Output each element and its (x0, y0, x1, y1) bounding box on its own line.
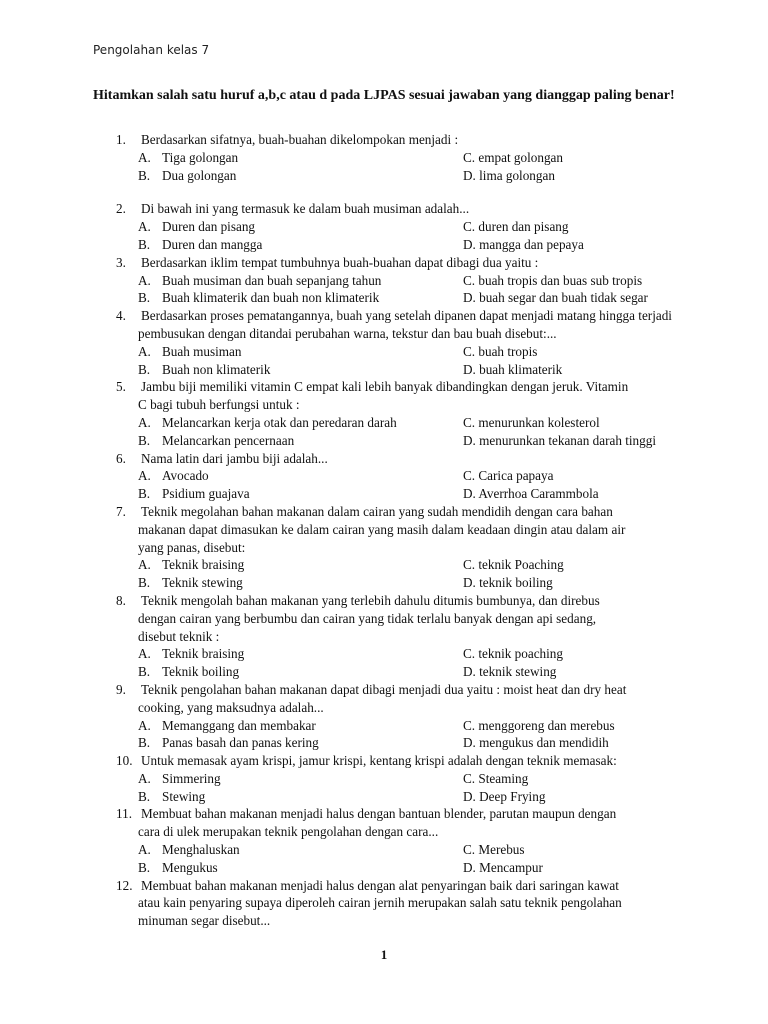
option-row (0, 361, 768, 379)
question-item (0, 752, 768, 805)
option-text: Stewing (162, 788, 206, 804)
option-text: Buah non klimaterik (162, 361, 271, 377)
option-row (0, 717, 768, 735)
question-number: 4. (116, 308, 126, 324)
option-text: Buah klimaterik dan buah non klimaterik (162, 290, 380, 306)
option-letter: B. (138, 432, 151, 448)
option-text: D. teknik stewing (463, 664, 557, 680)
question-text: yang panas, disebut: (138, 539, 246, 555)
question-number: 5. (116, 379, 126, 395)
question-text: cooking, yang maksudnya adalah... (138, 699, 324, 715)
question-line (0, 503, 768, 521)
question-text: Di bawah ini yang termasuk ke dalam buah musiman adalah... (141, 201, 470, 217)
option-letter: A. (138, 717, 151, 733)
answer-option (138, 841, 240, 859)
question-number: 3. (116, 254, 126, 270)
instruction-text: Hitamkan salah satu huruf a,b,c atau d pada LJPAS sesuai jawaban yang dianggap paling benar! (93, 88, 675, 103)
question-number: 12. (116, 877, 133, 893)
question-number: 1. (116, 132, 126, 147)
option-row (0, 859, 768, 877)
option-text: Duren dan mangga (162, 236, 263, 252)
option-row (0, 770, 768, 788)
option-letter: B. (138, 735, 151, 751)
question-line (0, 752, 768, 770)
answer-option (463, 467, 553, 485)
answer-option (138, 272, 381, 290)
question-line (0, 131, 768, 149)
answer-option (463, 236, 584, 254)
answer-option (138, 467, 209, 485)
question-item (0, 254, 768, 307)
answer-option (138, 556, 244, 574)
option-row (0, 556, 768, 574)
question-item (0, 200, 768, 253)
question-text: Membuat bahan makanan menjadi halus dengan alat penyaringan baik dari saringan kawat (141, 877, 619, 893)
option-letter: A. (138, 343, 151, 359)
question-number: 11. (116, 806, 132, 822)
answer-option (138, 432, 294, 450)
option-letter: A. (138, 468, 151, 484)
question-text: Teknik mengolah bahan makanan yang terlebih dahulu ditumis bumbunya, dan direbus (141, 592, 600, 608)
question-line (0, 894, 768, 912)
answer-option (463, 770, 528, 788)
option-row (0, 841, 768, 859)
question-line (0, 378, 768, 396)
answer-option (138, 289, 379, 307)
answer-option (463, 432, 656, 450)
option-letter: A. (138, 149, 151, 165)
question-item (0, 503, 768, 592)
option-text: Panas basah dan panas kering (162, 735, 319, 751)
option-text: C. teknik Poaching (463, 557, 564, 573)
option-text: C. empat golongan (463, 149, 563, 165)
question-item (0, 378, 768, 449)
option-letter: B. (138, 486, 151, 502)
question-item (0, 131, 768, 184)
option-letter: A. (138, 770, 151, 786)
answer-option (463, 556, 564, 574)
option-letter: A. (138, 272, 151, 288)
option-row (0, 414, 768, 432)
option-text: D. Deep Frying (463, 788, 546, 804)
answer-option (463, 645, 563, 663)
answer-option (138, 663, 239, 681)
answer-option (463, 218, 568, 236)
answer-option (138, 343, 242, 361)
page-number: 1 (380, 947, 388, 962)
option-letter: A. (138, 219, 151, 235)
option-text: D. teknik boiling (463, 575, 553, 591)
document-header: Pengolahan kelas 7 (93, 43, 210, 57)
option-row (0, 788, 768, 806)
option-text: Duren dan pisang (162, 219, 256, 235)
option-text: C. menurunkan kolesterol (463, 414, 600, 430)
question-item (0, 450, 768, 503)
option-text: Menghaluskan (162, 842, 240, 858)
option-letter: B. (138, 788, 151, 804)
answer-option (463, 717, 615, 735)
option-text: Melancarkan kerja otak dan peredaran darah (162, 414, 397, 430)
option-row (0, 167, 768, 185)
answer-option (463, 734, 609, 752)
option-row (0, 289, 768, 307)
answer-option (138, 574, 243, 592)
option-text: Melancarkan pencernaan (162, 432, 295, 448)
question-text: Berdasarkan proses pematangannya, buah yang setelah dipanen dapat menjadi matang hingga terjadi (141, 308, 672, 324)
question-text: cara di ulek merupakan teknik pengolahan dengan cara... (138, 824, 439, 840)
question-text: disebut teknik : (138, 628, 220, 644)
question-line (0, 307, 768, 325)
question-text: Teknik megolahan bahan makanan dalam cairan yang sudah mendidih dengan cara bahan (141, 503, 613, 519)
question-text: Teknik pengolahan bahan makanan dapat dibagi menjadi dua yaitu : moist heat dan dry heat (141, 681, 627, 697)
question-text: pembusukan dengan ditandai perubahan warna, tekstur dan bau buah disebut:... (138, 325, 557, 341)
option-row (0, 574, 768, 592)
answer-option (463, 485, 599, 503)
question-text: Membuat bahan makanan menjadi halus dengan bantuan blender, parutan maupun dengan (141, 806, 617, 822)
answer-option (463, 859, 543, 877)
answer-option (463, 414, 600, 432)
question-number: 2. (116, 201, 126, 217)
question-number: 8. (116, 592, 126, 608)
answer-option (138, 859, 218, 877)
option-row (0, 663, 768, 681)
answer-option (463, 574, 553, 592)
question-text: C bagi tubuh berfungsi untuk : (138, 397, 300, 413)
question-number: 6. (116, 450, 126, 466)
answer-option (463, 361, 562, 379)
question-line (0, 699, 768, 717)
answer-option (138, 645, 244, 663)
option-row (0, 645, 768, 663)
question-line (0, 254, 768, 272)
question-line (0, 823, 768, 841)
option-text: Avocado (162, 468, 209, 484)
option-text: D. Averrhoa Carammbola (463, 486, 599, 502)
question-item (0, 805, 768, 876)
option-text: Tiga golongan (162, 149, 239, 165)
answer-option (138, 149, 238, 167)
answer-option (138, 361, 270, 379)
option-text: Teknik boiling (162, 664, 240, 680)
option-row (0, 467, 768, 485)
option-text: D. lima golongan (463, 167, 555, 183)
question-text: minuman segar disebut... (138, 913, 271, 929)
question-text: Nama latin dari jambu biji adalah... (141, 450, 328, 466)
question-line (0, 592, 768, 610)
option-text: C. duren dan pisang (463, 219, 569, 235)
option-text: D. buah klimaterik (463, 361, 563, 377)
answer-option (463, 343, 537, 361)
answer-option (138, 414, 397, 432)
answer-option (463, 272, 642, 290)
option-text: C. Steaming (463, 770, 529, 786)
option-text: D. menurunkan tekanan darah tinggi (463, 432, 656, 448)
option-row (0, 343, 768, 361)
option-row (0, 149, 768, 167)
option-letter: B. (138, 664, 151, 680)
option-letter: B. (138, 167, 151, 183)
question-line (0, 805, 768, 823)
option-text: Teknik braising (162, 557, 245, 573)
question-text: Berdasarkan sifatnya, buah-buahan dikelompokan menjadi : (141, 132, 459, 147)
question-text: atau kain penyaring supaya diperoleh cairan jernih merupakan salah satu teknik pengolahan (138, 895, 622, 911)
question-line (0, 200, 768, 218)
answer-option (463, 788, 545, 806)
option-row (0, 272, 768, 290)
answer-option (463, 841, 525, 859)
option-text: C. buah tropis dan buas sub tropis (463, 272, 643, 288)
question-text: Jambu biji memiliki vitamin C empat kali lebih banyak dibandingkan dengan jeruk. Vitamin (141, 379, 629, 395)
option-text: C. menggoreng dan merebus (463, 717, 615, 733)
question-item (0, 307, 768, 378)
option-text: D. mangga dan pepaya (463, 236, 584, 252)
answer-option (138, 770, 221, 788)
question-list (0, 131, 768, 930)
question-number: 10. (116, 753, 133, 769)
question-line (0, 521, 768, 539)
option-row (0, 218, 768, 236)
option-text: Dua golongan (162, 167, 237, 183)
option-letter: B. (138, 290, 151, 306)
option-text: Buah musiman (162, 343, 242, 359)
option-text: Teknik stewing (162, 575, 243, 591)
option-text: C. Carica papaya (463, 468, 554, 484)
option-row (0, 432, 768, 450)
question-line (0, 628, 768, 646)
option-letter: A. (138, 414, 151, 430)
option-text: C. buah tropis (463, 343, 538, 359)
answer-option (138, 788, 205, 806)
question-text: Berdasarkan iklim tempat tumbuhnya buah-buahan dapat dibagi dua yaitu : (141, 254, 539, 270)
option-letter: B. (138, 859, 151, 875)
option-letter: A. (138, 557, 151, 573)
option-letter: B. (138, 236, 151, 252)
question-item (0, 681, 768, 752)
option-letter: A. (138, 646, 151, 662)
answer-option (138, 485, 250, 503)
answer-option (138, 218, 255, 236)
option-row (0, 485, 768, 503)
answer-option (463, 167, 555, 185)
option-text: Simmering (162, 770, 221, 786)
question-line (0, 450, 768, 468)
answer-option (138, 717, 316, 735)
option-row (0, 236, 768, 254)
option-row (0, 734, 768, 752)
question-text: Untuk memasak ayam krispi, jamur krispi, kentang krispi adalah dengan teknik memasak: (141, 753, 617, 769)
option-letter: B. (138, 575, 151, 591)
question-line (0, 539, 768, 557)
question-item (0, 877, 768, 930)
option-text: Buah musiman dan buah sepanjang tahun (162, 272, 382, 288)
question-line (0, 912, 768, 930)
option-text: Mengukus (162, 859, 218, 875)
question-text: dengan cairan yang berbumbu dan cairan yang tidak terlalu banyak dengan api sedang, (138, 610, 597, 626)
answer-option (463, 149, 563, 167)
option-letter: B. (138, 361, 151, 377)
question-line (0, 396, 768, 414)
question-text: makanan dapat dimasukan ke dalam cairan yang masih dalam keadaan dingin atau dalam air (138, 521, 626, 537)
answer-option (463, 663, 556, 681)
answer-option (463, 289, 648, 307)
question-line (0, 877, 768, 895)
answer-option (138, 167, 236, 185)
question-line (0, 325, 768, 343)
answer-option (138, 236, 262, 254)
option-text: Psidium guajava (162, 486, 250, 502)
option-text: Memanggang dan membakar (162, 717, 316, 733)
question-number: 7. (116, 503, 126, 519)
option-text: D. buah segar dan buah tidak segar (463, 290, 648, 306)
question-item (0, 592, 768, 681)
option-text: D. mengukus dan mendidih (463, 735, 609, 751)
answer-option (138, 734, 319, 752)
option-text: Teknik braising (162, 646, 245, 662)
option-text: C. teknik poaching (463, 646, 563, 662)
option-text: C. Merebus (463, 842, 525, 858)
question-line (0, 681, 768, 699)
option-letter: A. (138, 842, 151, 858)
option-text: D. Mencampur (463, 859, 543, 875)
question-number: 9. (116, 681, 126, 697)
question-line (0, 610, 768, 628)
